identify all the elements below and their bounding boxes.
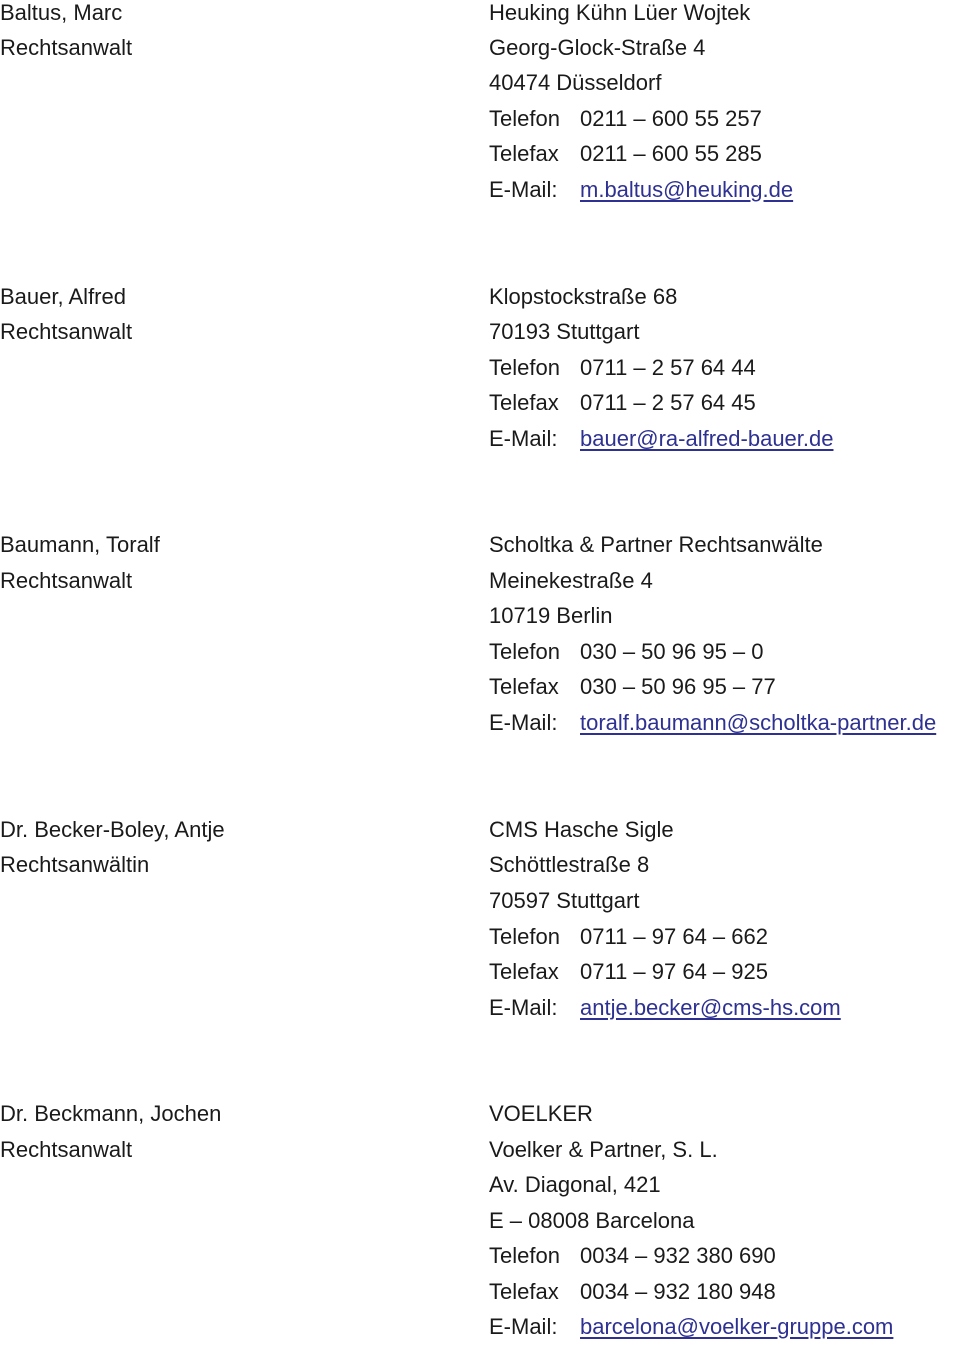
phone-label: Telefon [489,924,560,949]
phone-label: Telefon [489,106,560,131]
fax-label: Telefax [489,390,559,415]
address-line: Heuking Kühn Lüer Wojtek [489,0,751,25]
fax-row [489,390,756,416]
phone-row [489,106,762,132]
fax-label: Telefax [489,959,559,984]
contact-title: Rechtsanwalt [0,568,133,593]
phone-row [489,355,756,381]
phone-row [489,1243,776,1269]
contact-name: Bauer, Alfred [0,284,126,309]
contact-title: Rechtsanwalt [0,1137,133,1162]
contact-title: Rechtsanwältin [0,852,150,877]
address-line: Schöttlestraße 8 [489,852,650,877]
fax-number: 030 – 50 96 95 – 77 [580,674,776,699]
address-line: VOELKER [489,1101,593,1126]
phone-row [489,924,768,950]
phone-label: Telefon [489,639,560,664]
contact-title: Rechtsanwalt [0,319,133,344]
address-line: 40474 Düsseldorf [489,70,662,95]
email-link[interactable]: barcelona@voelker-gruppe.com [580,1314,894,1339]
fax-number: 0711 – 2 57 64 45 [580,390,756,415]
address-line: Voelker & Partner, S. L. [489,1137,718,1162]
email-row [489,710,936,736]
address-line: Klopstockstraße 68 [489,284,678,309]
email-link[interactable]: antje.becker@cms-hs.com [580,995,841,1020]
address-line: Georg-Glock-Straße 4 [489,35,706,60]
phone-number: 0711 – 97 64 – 662 [580,924,768,949]
email-row [489,177,793,203]
phone-number: 0711 – 2 57 64 44 [580,355,756,380]
email-label: E-Mail: [489,710,558,735]
fax-row [489,959,768,985]
contact-name: Dr. Beckmann, Jochen [0,1101,222,1126]
address-line: Scholtka & Partner Rechtsanwälte [489,532,823,557]
fax-label: Telefax [489,141,559,166]
email-label: E-Mail: [489,177,558,202]
email-label: E-Mail: [489,426,558,451]
email-link[interactable]: m.baltus@heuking.de [580,177,794,202]
address-line: CMS Hasche Sigle [489,817,674,842]
email-label: E-Mail: [489,995,558,1020]
phone-number: 030 – 50 96 95 – 0 [580,639,764,664]
fax-number: 0034 – 932 180 948 [580,1279,776,1304]
address-line: Av. Diagonal, 421 [489,1172,661,1197]
fax-row [489,1279,776,1305]
phone-label: Telefon [489,355,560,380]
email-label: E-Mail: [489,1314,558,1339]
fax-number: 0211 – 600 55 285 [580,141,762,166]
contact-name: Baumann, Toralf [0,532,160,557]
email-row [489,995,841,1021]
email-link[interactable]: toralf.baumann@scholtka-partner.de [580,710,937,735]
address-line: E – 08008 Barcelona [489,1208,695,1233]
fax-row [489,141,762,167]
fax-label: Telefax [489,1279,559,1304]
email-row [489,1314,893,1340]
fax-number: 0711 – 97 64 – 925 [580,959,768,984]
contact-name: Dr. Becker-Boley, Antje [0,817,225,842]
address-line: 70193 Stuttgart [489,319,640,344]
email-link[interactable]: bauer@ra-alfred-bauer.de [580,426,834,451]
address-line: 10719 Berlin [489,603,613,628]
phone-number: 0034 – 932 380 690 [580,1243,776,1268]
phone-label: Telefon [489,1243,560,1268]
address-line: 70597 Stuttgart [489,888,640,913]
fax-row [489,674,776,700]
address-line: Meinekestraße 4 [489,568,653,593]
phone-number: 0211 – 600 55 257 [580,106,762,131]
fax-label: Telefax [489,674,559,699]
contact-title: Rechtsanwalt [0,35,133,60]
phone-row [489,639,764,665]
contact-name: Baltus, Marc [0,0,123,25]
email-row [489,426,833,452]
